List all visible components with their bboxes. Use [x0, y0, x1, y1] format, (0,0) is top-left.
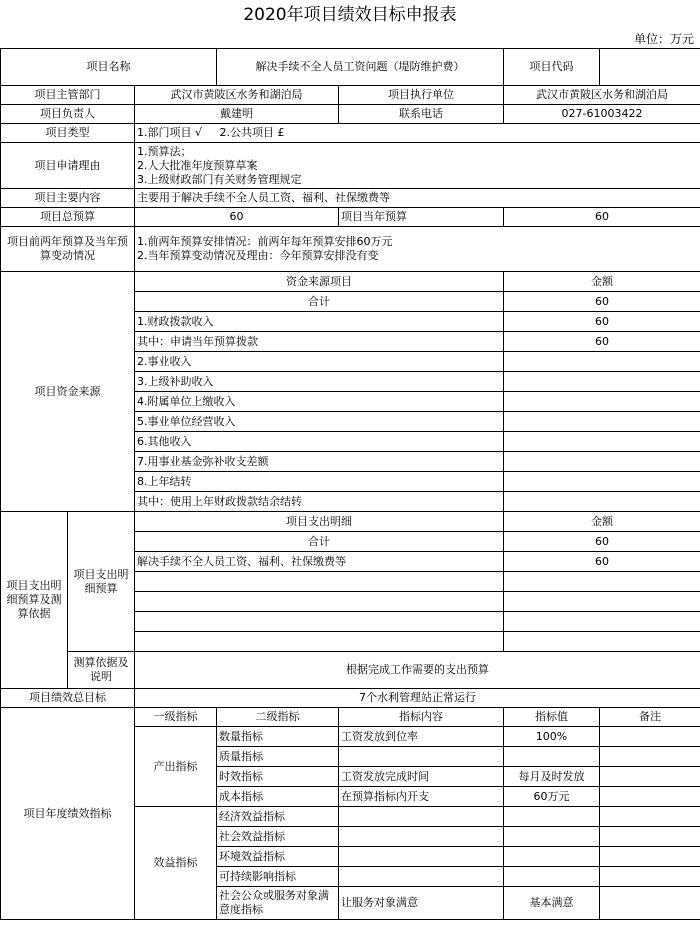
indicator-level2: 可持续影响指标: [217, 867, 339, 887]
fund-row-label: 3.上级补助收入: [135, 372, 504, 392]
current-year-budget-label: 项目当年预算: [339, 208, 504, 227]
indicator-level2: 社会效益指标: [217, 827, 339, 847]
indicator-value: 60万元: [504, 787, 600, 807]
fund-header-amount: 金额: [504, 272, 700, 292]
budget-change-label: 项目前两年预算及当年预算变动情况: [1, 227, 135, 272]
exec-unit-value: 武汉市黄陂区水务和湖泊局: [504, 86, 700, 105]
main-content-value: 主要用于解决手续不全人员工资、福利、社保缴费等: [135, 189, 700, 208]
indicator-header-content: 指标内容: [339, 708, 504, 727]
fund-row-amount: [504, 432, 700, 452]
project-type-label: 项目类型: [1, 124, 135, 143]
fund-row-label: 8.上年结转: [135, 472, 504, 492]
indicator-content: 工资发放到位率: [339, 727, 504, 747]
expense-row-label: [135, 632, 504, 652]
fund-row-label: 2.事业收入: [135, 352, 504, 372]
indicator-note: [600, 827, 700, 847]
indicator-note: [600, 747, 700, 767]
person-label: 项目负责人: [1, 105, 135, 124]
current-year-budget-value: 60: [504, 208, 700, 227]
expense-row-amount: 60: [504, 532, 700, 552]
indicator-content: [339, 807, 504, 827]
indicator-note: [600, 847, 700, 867]
form-title: 2020年项目绩效目标申报表: [243, 5, 457, 25]
expense-row-label: [135, 572, 504, 592]
fund-header-item: 资金来源项目: [135, 272, 504, 292]
fund-row-amount: [504, 372, 700, 392]
total-budget-label: 项目总预算: [1, 208, 135, 227]
project-type-public: 2.公共项目 £: [219, 126, 285, 139]
fund-row-amount: [504, 412, 700, 432]
expense-row-label: 解决手续不全人员工资、福利、社保缴费等: [135, 552, 504, 572]
reason-line-1: 1.预算法；: [137, 144, 192, 158]
reason-line-3: 3.上级财政部门有关财务管理规定: [137, 172, 302, 186]
indicator-content: [339, 747, 504, 767]
indicator-level2: 环境效益指标: [217, 847, 339, 867]
reason-value: [135, 143, 700, 189]
fund-row-amount: [504, 472, 700, 492]
indicator-level1: 产出指标: [135, 727, 217, 807]
phone-value: 027-61003422: [504, 105, 700, 124]
indicator-content: [339, 827, 504, 847]
indicator-level2: 社会公众或服务对象满意度指标: [217, 887, 339, 920]
expense-row-label: [135, 592, 504, 612]
indicator-value: 100%: [504, 727, 600, 747]
indicator-note: [600, 807, 700, 827]
expense-row-amount: [504, 612, 700, 632]
reason-line-2: 2.人大批准年度预算草案: [137, 158, 258, 172]
indicator-level2: 成本指标: [217, 787, 339, 807]
expense-header-amount: 金额: [504, 512, 700, 532]
unit-label: 单位：万元: [633, 32, 694, 46]
indicator-note: [600, 867, 700, 887]
supervisor-dept-value: 武汉市黄陂区水务和湖泊局: [135, 86, 339, 105]
indicator-note: [600, 787, 700, 807]
indicator-value: 基本满意: [504, 887, 600, 920]
fund-source-label: 项目资金来源: [1, 272, 135, 512]
indicator-header-note: 备注: [600, 708, 700, 727]
expense-row-amount: 60: [504, 552, 700, 572]
indicator-value: [504, 827, 600, 847]
indicator-content: 在预算指标内开支: [339, 787, 504, 807]
indicator-value: 每月及时发放: [504, 767, 600, 787]
fund-row-amount: 60: [504, 332, 700, 352]
fund-row-label: 5.事业单位经营收入: [135, 412, 504, 432]
indicator-value: [504, 747, 600, 767]
expense-row-label: [135, 612, 504, 632]
indicator-level1: 效益指标: [135, 807, 217, 920]
project-code-value: [600, 49, 700, 86]
change-line-1: 1.前两年预算安排情况：前两年每年预算安排60万元: [137, 235, 393, 248]
project-name-value: 解决手续不全人员工资问题（堤防维护费）: [217, 49, 504, 86]
indicator-level2: 质量指标: [217, 747, 339, 767]
fund-row-label: 7.用事业基金弥补收支差额: [135, 452, 504, 472]
project-name-label: 项目名称: [1, 49, 217, 86]
performance-form-table: [0, 48, 700, 920]
indicator-header-level2: 二级指标: [217, 708, 339, 727]
overall-goal-label: 项目绩效总目标: [1, 689, 135, 708]
fund-row-label: 4.附属单位上缴收入: [135, 392, 504, 412]
budget-change-value: [135, 227, 700, 272]
fund-row-label: 合计: [135, 292, 504, 312]
fund-row-label: 1.财政拨款收入: [135, 312, 504, 332]
indicator-value: [504, 847, 600, 867]
calc-basis-value: 根据完成工作需要的支出预算: [135, 652, 700, 689]
indicator-level2: 数量指标: [217, 727, 339, 747]
fund-row-amount: [504, 392, 700, 412]
fund-row-label: 6.其他收入: [135, 432, 504, 452]
fund-row-amount: [504, 492, 700, 512]
expense-row-amount: [504, 632, 700, 652]
project-type-value: [135, 124, 700, 143]
main-content-label: 项目主要内容: [1, 189, 135, 208]
total-budget-value: 60: [135, 208, 339, 227]
indicator-header-level1: 一级指标: [135, 708, 217, 727]
indicator-level2: 经济效益指标: [217, 807, 339, 827]
overall-goal-value: 7个水利管理站正常运行: [135, 689, 700, 708]
project-code-label: 项目代码: [504, 49, 600, 86]
indicator-content: 让服务对象满意: [339, 887, 504, 920]
indicator-note: [600, 727, 700, 747]
supervisor-dept-label: 项目主管部门: [1, 86, 135, 105]
fund-row-amount: 60: [504, 292, 700, 312]
fund-row-label: 其中：使用上年财政拨款结余结转: [135, 492, 504, 512]
project-type-dept: 1.部门项目 √: [137, 126, 203, 139]
expense-row-amount: [504, 572, 700, 592]
fund-row-amount: [504, 352, 700, 372]
indicator-note: [600, 767, 700, 787]
indicator-note: [600, 887, 700, 920]
calc-basis-label: 测算依据及说明: [68, 652, 135, 689]
indicator-value: [504, 867, 600, 887]
expense-header-item: 项目支出明细: [135, 512, 504, 532]
reason-label: 项目申请理由: [1, 143, 135, 189]
expense-budget-label: 项目支出明细预算: [68, 512, 135, 652]
indicator-content: [339, 847, 504, 867]
change-line-2: 2.当年预算变动情况及理由：今年预算安排没有变: [137, 249, 379, 262]
indicator-level2: 时效指标: [217, 767, 339, 787]
expense-row-label: 合计: [135, 532, 504, 552]
indicator-content: [339, 867, 504, 887]
indicator-header-value: 指标值: [504, 708, 600, 727]
fund-row-amount: 60: [504, 312, 700, 332]
person-value: 戴建明: [135, 105, 339, 124]
phone-label: 联系电话: [339, 105, 504, 124]
expense-basis-label: 项目支出明细预算及测算依据: [1, 512, 68, 689]
indicator-content: 工资发放完成时间: [339, 767, 504, 787]
exec-unit-label: 项目执行单位: [339, 86, 504, 105]
fund-row-amount: [504, 452, 700, 472]
fund-row-label: 其中：申请当年预算拨款: [135, 332, 504, 352]
indicator-value: [504, 807, 600, 827]
expense-row-amount: [504, 592, 700, 612]
annual-indicators-label: 项目年度绩效指标: [1, 708, 135, 920]
